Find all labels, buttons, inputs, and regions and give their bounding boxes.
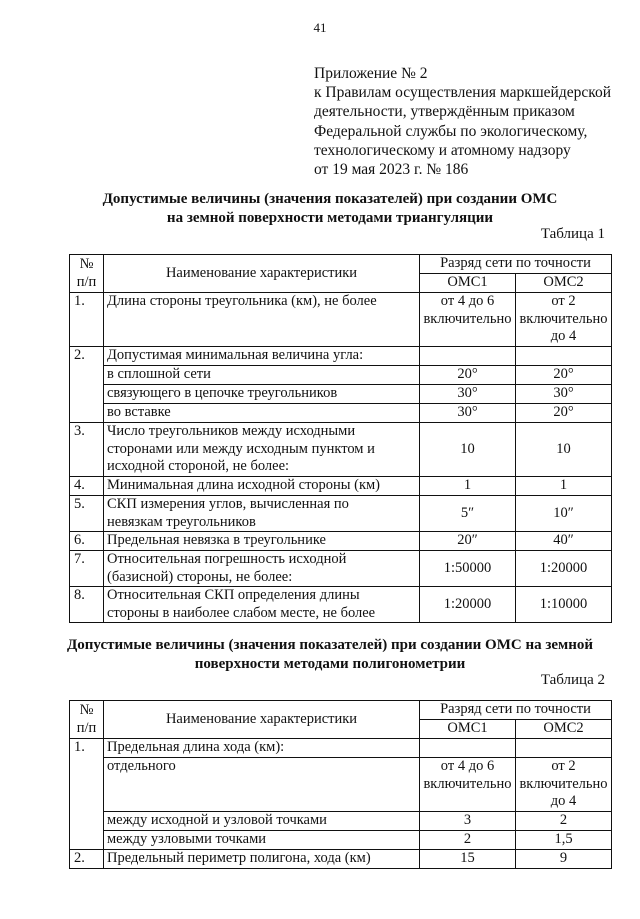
row-value-omc2: 10″: [516, 496, 612, 532]
row-name: отдельного: [104, 758, 420, 812]
value-line: включительно: [519, 775, 608, 792]
row-value-omc2: 1:10000: [516, 587, 612, 623]
row-value-omc2: 10: [516, 423, 612, 477]
row-name: Предельный периметр полигона, хода (км): [104, 850, 420, 869]
row-name: [104, 587, 420, 623]
row-value-omc2: [516, 758, 612, 812]
table-subrow: [70, 385, 612, 404]
header-col-omc2: ОМС2: [516, 720, 612, 739]
row-value-omc2: 30°: [516, 385, 612, 404]
table-caption-2: Таблица 2: [540, 672, 605, 688]
row-value-omc2: 2: [516, 812, 612, 831]
section-title-polygonometry: [60, 636, 600, 674]
appendix-line: от 19 мая 2023 г. № 186: [314, 161, 469, 179]
row-num: 6.: [70, 532, 104, 551]
table-row: [70, 477, 612, 496]
name-line: Относительная СКП определения длины: [107, 587, 360, 603]
value-line: до 4: [550, 328, 577, 344]
table-row: [70, 739, 612, 758]
table-triangulation: [69, 254, 612, 623]
table-row: [70, 423, 612, 477]
row-value-omc2: 20°: [516, 366, 612, 385]
section-title-line: на земной поверхности методами триангуляции: [166, 210, 494, 226]
table-subrow: [70, 758, 612, 812]
row-name: [104, 551, 420, 587]
name-line: стороны в наиболее слабом месте, не более: [107, 604, 376, 621]
header-num: №: [79, 702, 94, 718]
row-value-omc1: 1:20000: [420, 587, 516, 623]
row-value-omc1: 15: [420, 850, 516, 869]
header-rank: Разряд сети по точности: [420, 701, 612, 720]
row-name: в сплошной сети: [104, 366, 420, 385]
table-subrow: [70, 812, 612, 831]
row-value-omc1: 2: [420, 831, 516, 850]
header-rank: Разряд сети по точности: [420, 255, 612, 274]
row-value-omc1: 30°: [420, 385, 516, 404]
section-title-triangulation: [60, 190, 600, 228]
name-line: невязкам треугольников: [107, 513, 256, 530]
row-value-omc2: 40″: [516, 532, 612, 551]
row-num: 4.: [70, 477, 104, 496]
name-line: (базисной) стороны, не более:: [107, 568, 293, 585]
table-row: [70, 293, 612, 347]
row-num: 8.: [70, 587, 104, 623]
header-num: №: [79, 256, 94, 272]
row-name: связующего в цепочке треугольников: [104, 385, 420, 404]
appendix-line: Приложение № 2: [314, 65, 428, 82]
header-col-omc1: ОМС1: [420, 274, 516, 293]
table-header-row: [70, 701, 612, 720]
appendix-header: [314, 64, 624, 179]
header-col-omc2: ОМС2: [516, 274, 612, 293]
row-value-omc1: 1: [420, 477, 516, 496]
row-num: 2.: [70, 850, 104, 869]
value-line: включительно: [519, 310, 608, 327]
row-value-omc1: [420, 293, 516, 347]
table-polygonometry: [69, 700, 612, 869]
row-value-omc1: 1:50000: [420, 551, 516, 587]
row-num: 3.: [70, 423, 104, 477]
row-value-omc1: 10: [420, 423, 516, 477]
row-name: [104, 496, 420, 532]
row-value-omc2: 1:20000: [516, 551, 612, 587]
name-line: Число треугольников между исходными: [107, 423, 356, 439]
row-name: Минимальная длина исходной стороны (км): [104, 477, 420, 496]
table-subrow: [70, 404, 612, 423]
section-title-line: Допустимые величины (значения показателей) при создании ОМС: [102, 191, 558, 207]
table-row: [70, 850, 612, 869]
row-name: Допустимая минимальная величина угла:: [104, 347, 420, 366]
value-line: от 2: [551, 293, 576, 309]
header-name: Наименование характеристики: [104, 255, 420, 293]
section-title-line: Допустимые величины (значения показателей) при создании ОМС на земной: [66, 637, 594, 653]
row-name: между узловыми точками: [104, 831, 420, 850]
row-value-omc2: [516, 739, 612, 758]
table-header-row: [70, 255, 612, 274]
name-line: Относительная погрешность исходной: [107, 551, 347, 567]
value-line: от 2: [551, 758, 576, 774]
name-line: сторонами или между исходным пунктом и: [107, 440, 375, 457]
row-value-omc1: 20°: [420, 366, 516, 385]
value-line: от 4 до 6: [440, 758, 495, 774]
row-value-omc2: [516, 347, 612, 366]
row-name: Предельная длина хода (км):: [104, 739, 420, 758]
table-row: [70, 347, 612, 366]
table-row: [70, 532, 612, 551]
appendix-line: к Правилам осуществления маркшейдерской: [314, 84, 612, 102]
table-row: [70, 496, 612, 532]
row-name: во вставке: [104, 404, 420, 423]
table-caption-1: Таблица 1: [540, 226, 605, 242]
row-num: 1.: [70, 739, 104, 850]
row-num: 1.: [70, 293, 104, 347]
row-value-omc1: 5″: [420, 496, 516, 532]
page-number: 41: [313, 20, 327, 35]
row-num: 7.: [70, 551, 104, 587]
row-value-omc2: 9: [516, 850, 612, 869]
table-row: [70, 551, 612, 587]
row-value-omc1: 30°: [420, 404, 516, 423]
appendix-line: Федеральной службы по экологическому,: [314, 122, 588, 140]
header-num-cell: [70, 255, 104, 293]
header-col-omc1: ОМС1: [420, 720, 516, 739]
header-num-cell: [70, 701, 104, 739]
name-line: исходной стороной, не более:: [107, 458, 290, 474]
row-name: [104, 423, 420, 477]
row-name: между исходной и узловой точками: [104, 812, 420, 831]
table-row: [70, 587, 612, 623]
table-subrow: [70, 831, 612, 850]
header-num-sub: п/п: [76, 273, 97, 290]
value-line: включительно: [423, 310, 512, 327]
header-num-sub: п/п: [76, 719, 97, 736]
name-line: СКП измерения углов, вычисленная по: [107, 496, 349, 512]
table-subrow: [70, 366, 612, 385]
row-value-omc2: 20°: [516, 404, 612, 423]
row-name: Предельная невязка в треугольнике: [104, 532, 420, 551]
row-value-omc1: [420, 347, 516, 366]
appendix-line: технологическому и атомному надзору: [314, 141, 571, 159]
value-line: включительно: [423, 775, 512, 792]
value-line: от 4 до 6: [440, 293, 495, 309]
row-value-omc2: 1: [516, 477, 612, 496]
row-value-omc2: 1,5: [516, 831, 612, 850]
row-value-omc1: 3: [420, 812, 516, 831]
row-value-omc1: 20″: [420, 532, 516, 551]
section-title-line: поверхности методами полигонометрии: [194, 656, 466, 672]
appendix-line: деятельности, утверждённым приказом: [314, 103, 575, 121]
header-name: Наименование характеристики: [104, 701, 420, 739]
row-value-omc1: [420, 758, 516, 812]
row-name: Длина стороны треугольника (км), не более: [104, 293, 420, 347]
row-value-omc2: [516, 293, 612, 347]
value-line: до 4: [550, 793, 577, 809]
row-num: 5.: [70, 496, 104, 532]
row-value-omc1: [420, 739, 516, 758]
row-num: 2.: [70, 347, 104, 423]
